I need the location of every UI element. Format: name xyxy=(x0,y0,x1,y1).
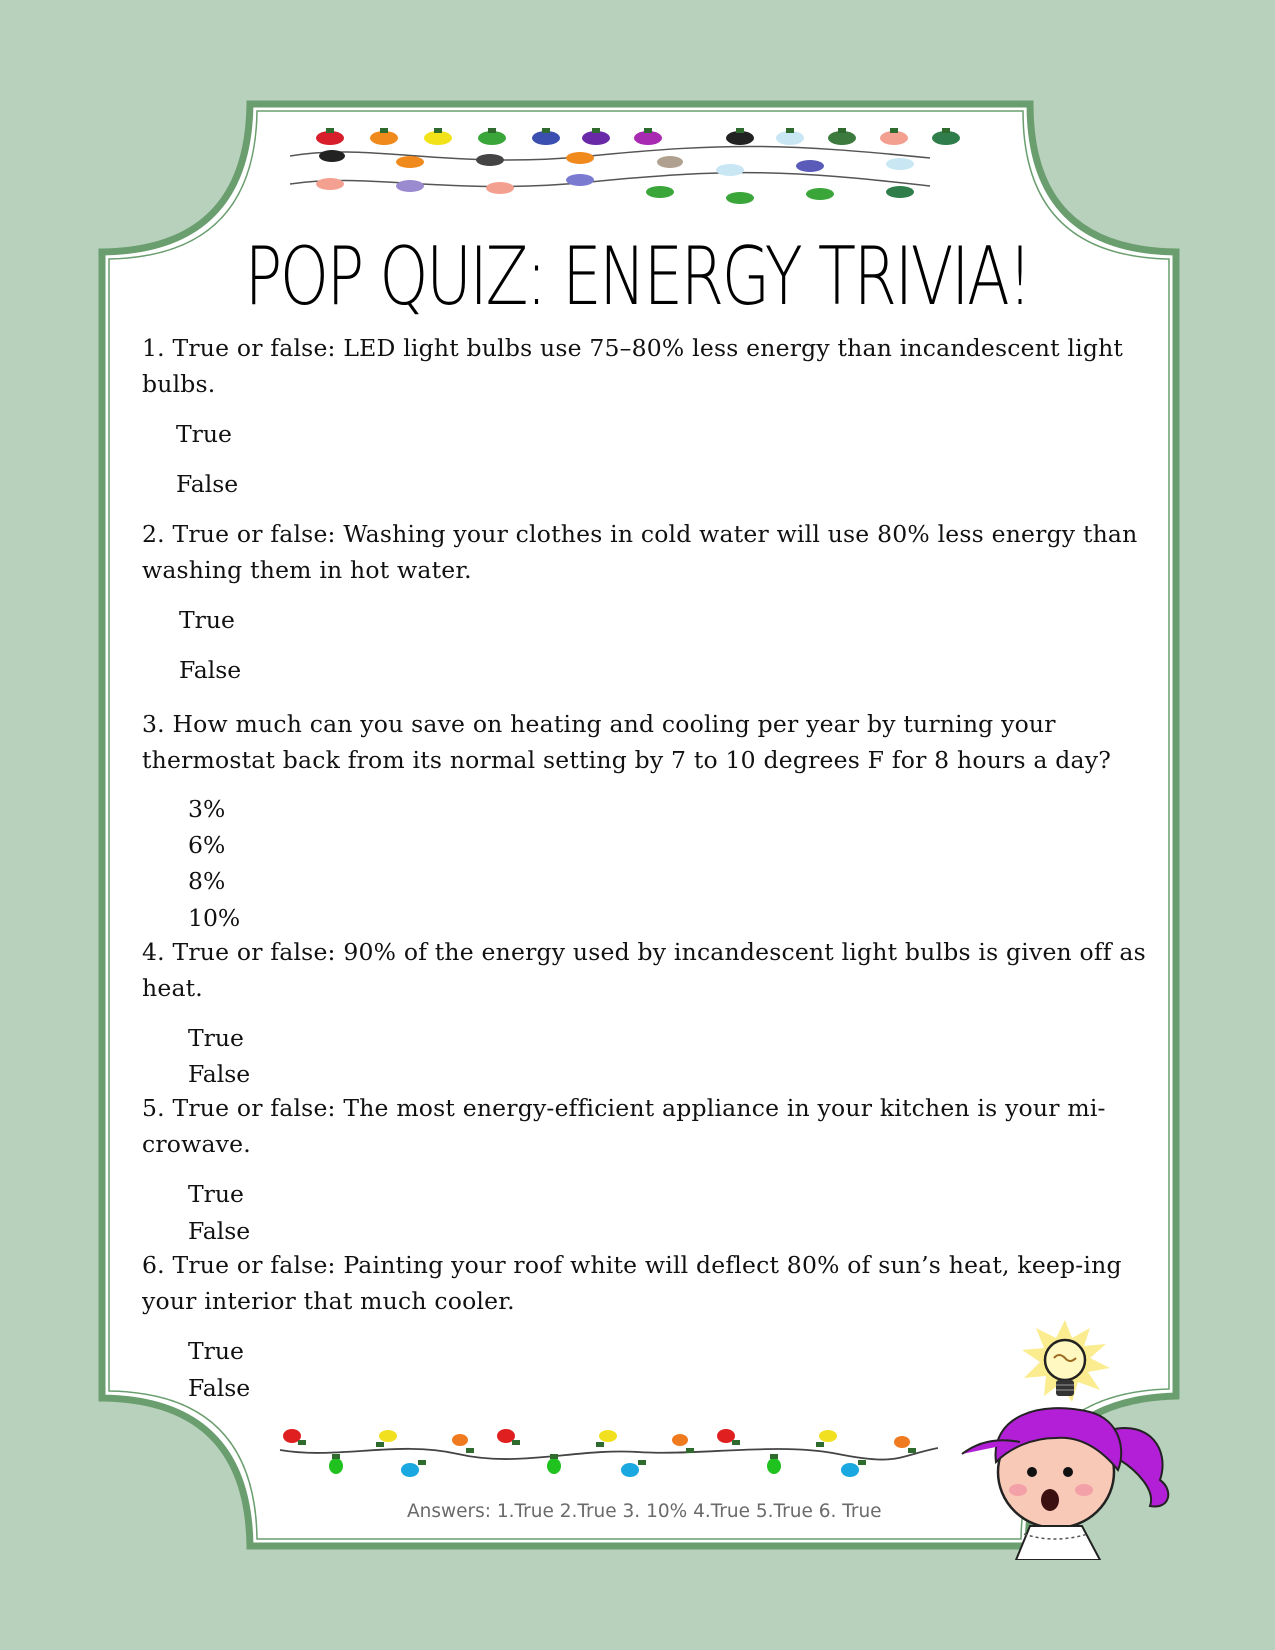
q4-option-false: False xyxy=(188,1060,251,1088)
answers-footer: Answers: 1.True 2.True 3. 10% 4.True 5.True 6. True xyxy=(407,1501,882,1522)
question-5: 5. True or false: The most energy-efficient appliance in your kitchen is your mi-crowave. xyxy=(142,1094,1106,1158)
q4-option-true: True xyxy=(188,1024,244,1052)
question-4: 4. True or false: 90% of the energy used by incandescent light bulbs is given off as heat. xyxy=(142,938,1146,1002)
question-2: 2. True or false: Washing your clothes in cold water will use 80% less energy than washing them in hot water. xyxy=(142,520,1138,584)
q5-option-false: False xyxy=(188,1217,251,1245)
q6-option-true: True xyxy=(188,1337,244,1365)
q1-option-false: False xyxy=(176,470,239,498)
q1-option-true: True xyxy=(176,420,232,448)
question-6: 6. True or false: Painting your roof white will deflect 80% of sun’s heat, keep-ing your interior that much cooler. xyxy=(142,1251,1122,1315)
q5-option-true: True xyxy=(188,1180,244,1208)
q6-option-false: False xyxy=(188,1374,251,1402)
page-title: POP QUIZ: ENERGY TRIVIA! xyxy=(244,230,1031,323)
q2-option-false: False xyxy=(179,656,242,684)
question-1: 1. True or false: LED light bulbs use 75–80% less energy than incandescent light bulbs. xyxy=(142,334,1124,398)
q2-option-true: True xyxy=(179,606,235,634)
girl-with-idea-bulb-icon xyxy=(960,1320,1190,1560)
top-string-lights-icon xyxy=(290,122,970,212)
q3-option-4: 10% xyxy=(188,904,241,932)
q3-option-1: 3% xyxy=(188,795,226,823)
question-3: 3. How much can you save on heating and cooling per year by turning your thermostat back from its normal setting by 7 to 10 degrees F for 8 hours a day? xyxy=(142,710,1111,774)
q3-option-2: 6% xyxy=(188,831,226,859)
q3-option-3: 8% xyxy=(188,867,226,895)
bottom-string-lights-icon xyxy=(278,1420,938,1480)
